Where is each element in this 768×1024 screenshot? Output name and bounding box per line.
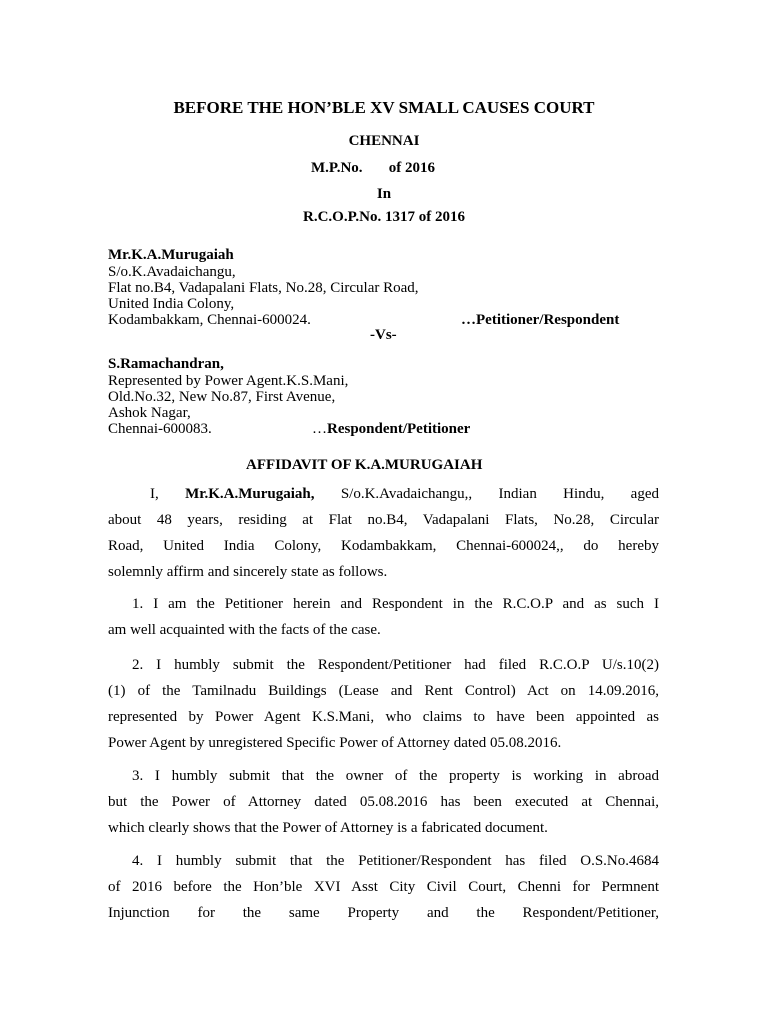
intro-line: [108, 485, 659, 511]
point-line: 1. I am the Petitioner herein and Respondent in the R.C.O.P and as such I: [132, 596, 659, 612]
petitioner-role: …Petitioner/Respondent: [461, 312, 620, 328]
point-line: of 2016 before the Hon’ble XVI Asst City Civil Court, Chenni for Permnent: [108, 879, 659, 895]
point-line: 2. I humbly submit the Respondent/Petitioner had filed R.C.O.P U/s.10(2): [132, 657, 659, 673]
mp-number: M.P.No. of 2016: [311, 160, 436, 176]
intro-prefix: I,: [150, 486, 186, 502]
in-label: In: [376, 186, 392, 202]
respondent-address-line: Represented by Power Agent.K.S.Mani,: [108, 373, 349, 389]
rcop-number: R.C.O.P.No. 1317 of 2016: [303, 209, 465, 225]
versus-text: -Vs-: [370, 327, 397, 343]
respondent-address-line: Ashok Nagar,: [108, 405, 191, 421]
intro-line: solemnly affirm and sincerely state as follows.: [108, 564, 388, 580]
point-line: 4. I humbly submit that the Petitioner/Respondent has filed O.S.No.4684: [132, 853, 659, 869]
point-line: (1) of the Tamilnadu Buildings (Lease and Rent Control) Act on 14.09.2016,: [108, 683, 659, 699]
intro-paragraph: [108, 485, 659, 589]
point-line: am well acquainted with the facts of the case.: [108, 622, 381, 638]
point-2: [108, 656, 659, 760]
respondent-role-prefix: …: [312, 421, 327, 437]
respondent-address-line: Chennai-600083.: [108, 421, 212, 437]
point-line: 3. I humbly submit that the owner of the property is working in abroad: [132, 768, 659, 784]
court-title: BEFORE THE HON’BLE XV SMALL CAUSES COURT: [173, 98, 595, 117]
court-city: CHENNAI: [348, 133, 420, 149]
petitioner-address-line: Kodambakkam, Chennai-600024.: [108, 312, 311, 328]
point-1: [108, 595, 659, 647]
point-4: [108, 852, 659, 930]
intro-line: about 48 years, residing at Flat no.B4, Vadapalani Flats, No.28, Circular: [108, 512, 659, 528]
respondent-address-line: Old.No.32, New No.87, First Avenue,: [108, 389, 336, 405]
point-3: [108, 767, 659, 845]
intro-rest: S/o.K.Avadaichangu,, Indian Hindu, aged: [314, 486, 659, 502]
point-line: but the Power of Attorney dated 05.08.2016 has been executed at Chennai,: [108, 794, 659, 810]
point-line: represented by Power Agent K.S.Mani, who claims to have been appointed as: [108, 709, 659, 725]
intro-name: Mr.K.A.Murugaiah,: [185, 486, 315, 502]
petitioner-address-line: S/o.K.Avadaichangu,: [108, 264, 236, 280]
point-line: Injunction for the same Property and the Respondent/Petitioner,: [108, 905, 659, 921]
respondent-role-text: Respondent/Petitioner: [327, 421, 471, 437]
petitioner-address-line: Flat no.B4, Vadapalani Flats, No.28, Circular Road,: [108, 280, 419, 296]
petitioner-address-line: United India Colony,: [108, 296, 235, 312]
petitioner-name: Mr.K.A.Murugaiah: [108, 247, 234, 263]
affidavit-title: AFFIDAVIT OF K.A.MURUGAIAH: [246, 457, 483, 473]
point-line: which clearly shows that the Power of Attorney is a fabricated document.: [108, 820, 548, 836]
respondent-role: [312, 420, 470, 438]
intro-line: Road, United India Colony, Kodambakkam, Chennai-600024,, do hereby: [108, 538, 659, 554]
respondent-name: S.Ramachandran,: [108, 356, 224, 372]
point-line: Power Agent by unregistered Specific Power of Attorney dated 05.08.2016.: [108, 735, 562, 751]
